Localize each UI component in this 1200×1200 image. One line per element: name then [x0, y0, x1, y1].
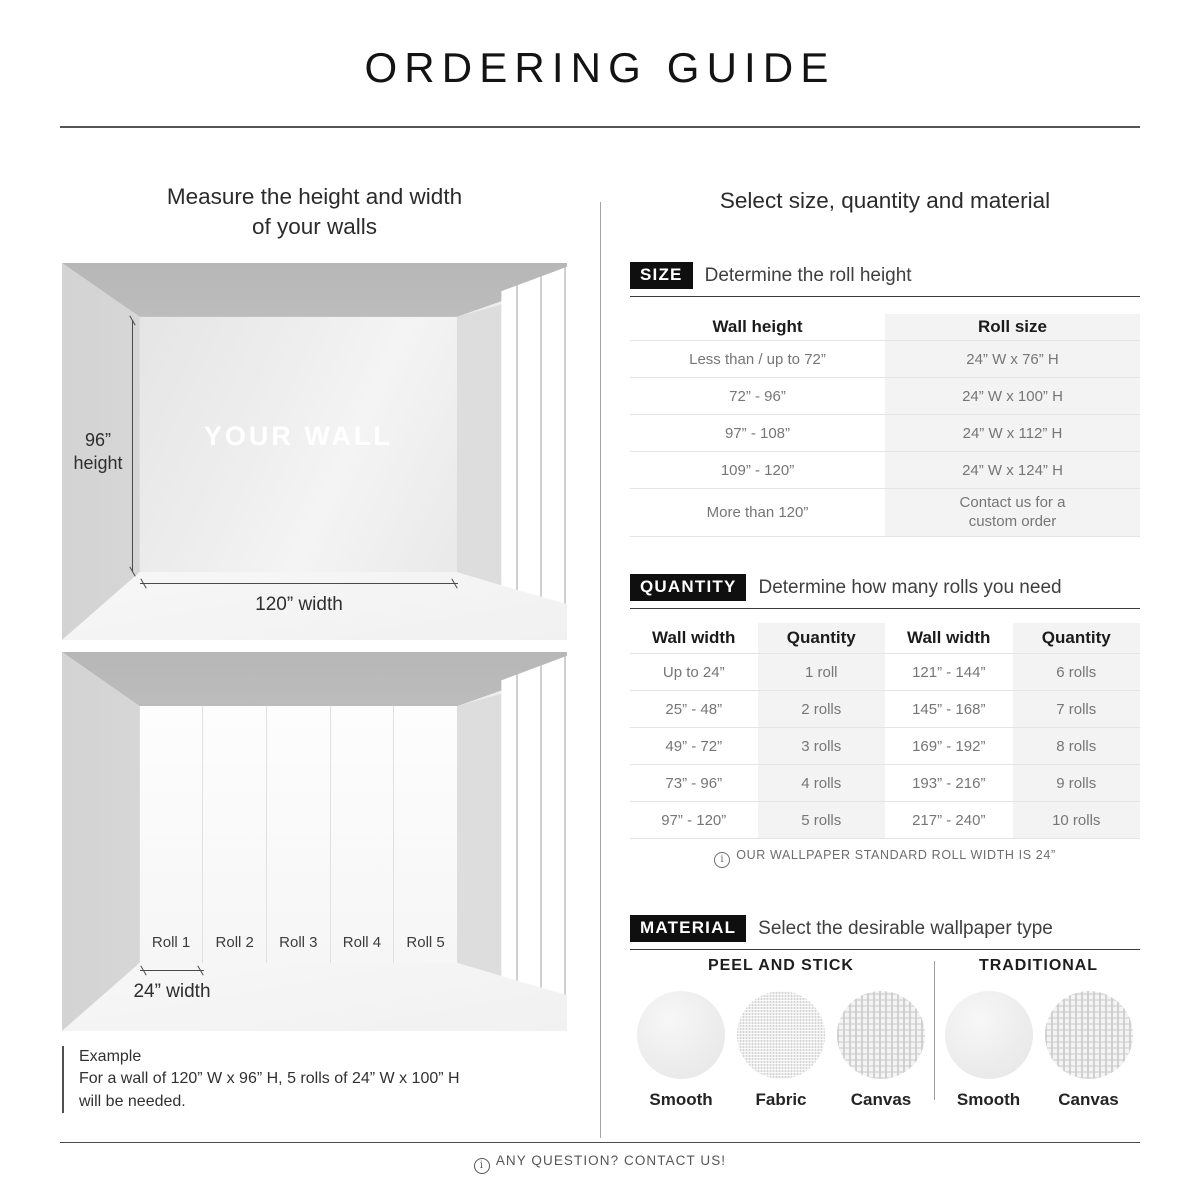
roll-panel — [394, 706, 457, 963]
top-divider — [60, 126, 1140, 128]
size-cell-wall-height: More than 120” — [630, 489, 885, 537]
material-option-canvas — [835, 991, 928, 1110]
material-group-peel-and-stick — [630, 957, 932, 1110]
example-block — [62, 1046, 579, 1113]
height-dimension-line — [132, 320, 133, 572]
size-col-header-wall-height: Wall height — [630, 314, 885, 341]
material-group-traditional — [937, 957, 1140, 1110]
material-section-header — [630, 915, 1140, 950]
qty-col-header: Quantity — [758, 623, 886, 654]
qty-cell: 1 roll — [758, 654, 886, 691]
qty-cell: Up to 24” — [630, 654, 758, 691]
info-icon — [474, 1158, 490, 1174]
column-divider — [600, 202, 601, 1138]
qty-cell: 3 rolls — [758, 728, 886, 765]
roll-width-dimension-line — [140, 970, 204, 971]
height-dimension-label — [68, 429, 128, 476]
material-option-label: Smooth — [956, 1090, 1021, 1109]
roll-label: Roll 5 — [406, 933, 445, 951]
qty-cell: 7 rolls — [1013, 691, 1141, 728]
quantity-table — [630, 623, 1140, 839]
size-cell-wall-height: Less than / up to 72” — [630, 341, 885, 378]
material-badge: MATERIAL — [630, 915, 746, 942]
qty-cell: 49” - 72” — [630, 728, 758, 765]
qty-col-header: Quantity — [1013, 623, 1141, 654]
roll-width-note-text: OUR WALLPAPER STANDARD ROLL WIDTH IS 24” — [736, 848, 1056, 862]
canvas-texture-swatch-icon — [837, 991, 925, 1079]
roll-panel — [203, 706, 267, 963]
width-dimension-label: 120” width — [255, 594, 343, 615]
room-illustration-rolls — [62, 652, 567, 1031]
example-line1: For a wall of 120” W x 96” H, 5 rolls of 24” W x 100” H — [79, 1070, 460, 1088]
qty-cell: 217” - 240” — [885, 802, 1013, 839]
roll-width-note — [630, 848, 1140, 868]
roll-panel — [140, 706, 204, 963]
size-cell-wall-height: 72” - 96” — [630, 378, 885, 415]
roll-label: Roll 4 — [342, 933, 382, 951]
size-subtitle: Determine the roll height — [704, 264, 912, 286]
roll-label: Roll 1 — [151, 933, 191, 951]
room-illustration-measure — [62, 263, 567, 640]
material-options — [630, 957, 1140, 1110]
size-cell-roll-size — [885, 489, 1140, 537]
size-cell-roll-size: 24” W x 100” H — [885, 378, 1140, 415]
custom-order-note: Contact us for a custom order — [959, 494, 1066, 530]
material-option-label: Canvas — [1058, 1090, 1119, 1109]
select-heading: Select size, quantity and material — [719, 188, 1051, 213]
material-option-label: Smooth — [649, 1090, 713, 1109]
roll-panel — [267, 706, 331, 963]
smooth-texture-swatch-icon — [637, 991, 725, 1079]
qty-cell: 169” - 192” — [885, 728, 1013, 765]
quantity-section-header — [630, 574, 1140, 609]
roll-width-dimension-label: 24” width — [133, 981, 211, 1002]
qty-cell: 4 rolls — [758, 765, 886, 802]
material-group-title: PEEL AND STICK — [708, 957, 854, 974]
qty-cell: 145” - 168” — [885, 691, 1013, 728]
size-section-header — [630, 262, 1140, 297]
contact-note — [0, 1153, 1200, 1174]
qty-cell: 73” - 96” — [630, 765, 758, 802]
material-option-canvas — [1042, 991, 1135, 1110]
size-cell-roll-size: 24” W x 112” H — [885, 415, 1140, 452]
footer-divider — [60, 1142, 1140, 1143]
material-option-smooth — [942, 991, 1035, 1110]
qty-cell: 10 rolls — [1013, 802, 1141, 839]
quantity-subtitle: Determine how many rolls you need — [758, 576, 1062, 598]
material-option-fabric — [735, 991, 828, 1110]
material-group-title: TRADITIONAL — [979, 957, 1098, 974]
material-subtitle: Select the desirable wallpaper type — [758, 917, 1053, 939]
fabric-texture-swatch-icon — [737, 991, 825, 1079]
roll-panels — [140, 706, 457, 963]
width-dimension-line — [140, 583, 458, 584]
quantity-badge: QUANTITY — [630, 574, 746, 601]
page-title: ORDERING GUIDE — [364, 44, 836, 91]
qty-cell: 121” - 144” — [885, 654, 1013, 691]
smooth-texture-swatch-icon — [945, 991, 1033, 1079]
canvas-texture-swatch-icon — [1045, 991, 1133, 1079]
measure-heading-line2: of your walls — [251, 213, 378, 239]
roll-label: Roll 2 — [215, 933, 254, 951]
roll-label: Roll 3 — [279, 933, 318, 951]
qty-cell: 6 rolls — [1013, 654, 1141, 691]
material-option-smooth — [635, 991, 728, 1110]
qty-col-header: Wall width — [630, 623, 758, 654]
qty-cell: 25” - 48” — [630, 691, 758, 728]
height-word: height — [73, 453, 123, 474]
size-cell-wall-height: 97” - 108” — [630, 415, 885, 452]
material-option-label: Canvas — [850, 1090, 912, 1109]
size-table — [630, 314, 1140, 537]
swatch-row — [630, 991, 932, 1110]
size-cell-roll-size: 24” W x 76” H — [885, 341, 1140, 378]
your-wall-label: YOUR WALL — [203, 421, 393, 452]
size-cell-wall-height: 109” - 120” — [630, 452, 885, 489]
material-option-label: Fabric — [755, 1090, 807, 1109]
height-value: 96” — [84, 430, 111, 450]
material-group-divider — [934, 961, 935, 1100]
swatch-row — [937, 991, 1140, 1110]
measure-heading-line1: Measure the height and width — [166, 184, 463, 209]
qty-cell: 97” - 120” — [630, 802, 758, 839]
qty-cell: 193” - 216” — [885, 765, 1013, 802]
size-col-header-roll-size: Roll size — [885, 314, 1140, 341]
qty-cell: 8 rolls — [1013, 728, 1141, 765]
measure-heading — [62, 182, 567, 242]
contact-note-text: ANY QUESTION? CONTACT US! — [495, 1153, 727, 1168]
roll-panel — [331, 706, 395, 963]
size-cell-roll-size: 24” W x 124” H — [885, 452, 1140, 489]
info-icon — [714, 852, 730, 868]
qty-cell: 2 rolls — [758, 691, 886, 728]
example-line2: will be needed. — [79, 1092, 186, 1110]
qty-cell: 5 rolls — [758, 802, 886, 839]
qty-cell: 9 rolls — [1013, 765, 1141, 802]
example-title: Example — [79, 1048, 142, 1065]
qty-col-header: Wall width — [885, 623, 1013, 654]
size-badge: SIZE — [630, 262, 693, 289]
